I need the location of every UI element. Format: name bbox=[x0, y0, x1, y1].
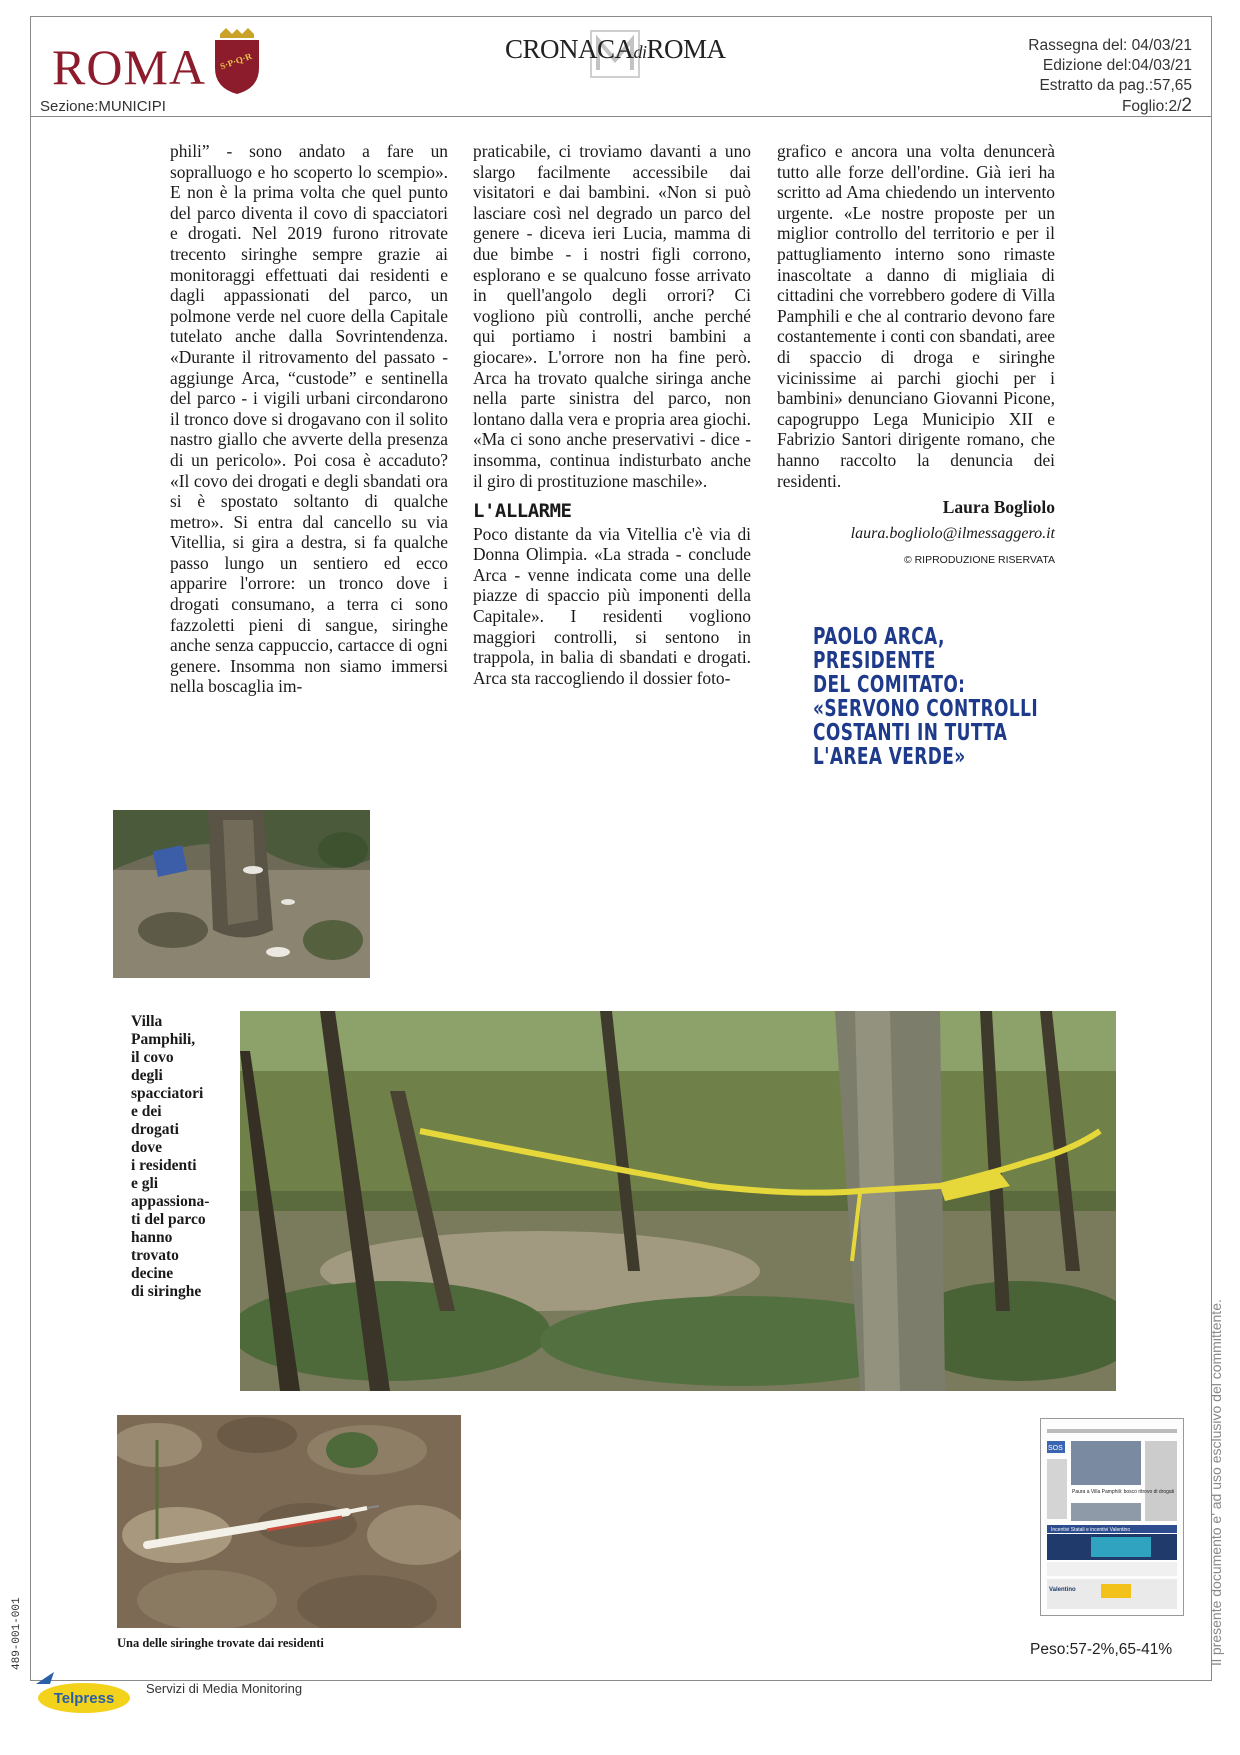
syringe-leaves-photo bbox=[117, 1415, 461, 1628]
author-email: laura.bogliolo@ilmessaggero.it bbox=[850, 524, 1055, 542]
section-label: Sezione:MUNICIPI bbox=[40, 98, 166, 115]
article-column-1 bbox=[170, 141, 448, 697]
pullquote-line: PAOLO ARCA, bbox=[813, 624, 945, 650]
cronaca-di: di bbox=[633, 42, 647, 62]
photo-caption-side bbox=[131, 1013, 231, 1301]
caption-line: il covo bbox=[131, 1049, 174, 1066]
side-code: 489-001-001 bbox=[11, 1597, 23, 1670]
caption-line: decine bbox=[131, 1265, 174, 1282]
caption-line: Pamphili, bbox=[131, 1031, 196, 1048]
pullquote-line: «SERVONO CONTROLLI bbox=[813, 696, 1039, 722]
pullquote-line: L'AREA VERDE» bbox=[813, 744, 966, 770]
thumbnail-brand: Valentino bbox=[1049, 1587, 1076, 1593]
pull-quote bbox=[813, 624, 1039, 770]
pullquote-line: COSTANTI IN TUTTA bbox=[813, 720, 1008, 746]
caption-line: Villa bbox=[131, 1013, 163, 1030]
pullquote-line: DEL COMITATO: bbox=[813, 672, 966, 698]
caption-line: degli bbox=[131, 1067, 163, 1084]
cronaca-word: CRONACA bbox=[505, 34, 634, 64]
thumbnail-ad-title: Incentivi Statali e incentivi Valentino bbox=[1051, 1527, 1131, 1533]
photo-caption-bottom: Una delle siringhe trovate dai residenti bbox=[117, 1636, 324, 1650]
press-review-meta bbox=[1028, 36, 1192, 117]
roma-crest-icon bbox=[212, 28, 262, 94]
rassegna-date: Rassegna del: 04/03/21 bbox=[1028, 37, 1192, 54]
cronaca-di-roma-title bbox=[505, 34, 726, 65]
column-2-text-b: Poco distante da via Vitellia c'è via di Donna Olimpia. «La strada - conclude Arca - venne indicata come una delle piazze di spaccio più imponenti della Capitale». I residenti vogliono maggiori controlli, si sentono in trappola, in balia di sbandati e drogati. Arca sta raccogliendo il dossier foto- bbox=[473, 523, 751, 688]
caption-line: spacciatori bbox=[131, 1085, 204, 1102]
column-2-text-a: praticabile, ci troviamo davanti a uno slargo facilmente accessibile dai visitatori e dai bambini. «Non si può lasciare così nel degrado un parco del genere - diceva ieri Lucia, mamma di due bimbe - i nostri figli corrono, esplorano e se qualcuno fosse arrivato in quell'angolo degli orrori? Ci vogliono più controlli, anche perché qui portiamo i nostri bambini a giocare». L'orrore non ha fine però. Arca ha trovato qualche siringa anche nella parte sinistra del parco, non lontano dalla vera e propria area giochi. «Ma ci sono anche preservativi - dice - insomma, continua indisturbato anche il giro di prostituzione maschile». bbox=[473, 141, 751, 491]
foglio-label: Foglio:2/ bbox=[1121, 98, 1182, 115]
cronaca-roma-word: ROMA bbox=[646, 34, 726, 64]
caption-line: appassiona- bbox=[131, 1193, 210, 1210]
caption-line: i residenti bbox=[131, 1157, 197, 1174]
article-column-2 bbox=[473, 141, 751, 688]
foglio bbox=[1028, 96, 1192, 117]
forest-yellow-tape-photo bbox=[240, 1011, 1116, 1391]
author-byline: Laura Bogliolo bbox=[942, 497, 1055, 518]
caption-line: drogati bbox=[131, 1121, 179, 1138]
subhead-allarme: L'ALLARME bbox=[473, 500, 572, 523]
column-3-text: grafico e ancora una volta denuncerà tutto alle forze dell'ordine. Già ieri ha scritto ad Ama chiedendo un intervento urgente. «Le nostre proposte per un miglior controllo del territorio e per il pattugliamento interno sono rimaste inascoltate a danno di migliaia di cittadini che vorrebbero godere di Villa Pamphili e che al contrario devono fare costantemente i conti con sbandati, aree di spaccio di droga e siringhe vicinissime ai parchi giochi per i bambini» denunciano Giovanni Picone, capogruppo Lega Municipio XII e Fabrizio Santori dirigente romano, che hanno raccolto la denuncia dei residenti. bbox=[777, 141, 1055, 491]
caption-line: hanno bbox=[131, 1229, 173, 1246]
telpress-text: Telpress bbox=[53, 1690, 115, 1707]
thumbnail-badge: SOS bbox=[1048, 1445, 1063, 1452]
caption-line: ti del parco bbox=[131, 1211, 206, 1228]
page-thumbnail bbox=[1040, 1418, 1184, 1616]
estratto-pages: Estratto da pag.:57,65 bbox=[1039, 77, 1192, 94]
crest-text: S·P·Q·R bbox=[218, 50, 254, 72]
servizi-label: Servizi di Media Monitoring bbox=[146, 1681, 303, 1696]
telpress-logo-icon bbox=[32, 1670, 132, 1716]
caption-line: di siringhe bbox=[131, 1283, 202, 1300]
thumbnail-headline: Paura a Villa Pamphili: bosco ritrovo di drogati bbox=[1072, 1489, 1175, 1495]
caption-line: e dei bbox=[131, 1103, 162, 1120]
caption-line: dove bbox=[131, 1139, 162, 1156]
roma-logo-text: ROMA bbox=[52, 39, 207, 95]
copyright-notice: © RIPRODUZIONE RISERVATA bbox=[903, 554, 1055, 567]
foglio-total: 2 bbox=[1181, 95, 1192, 116]
peso-label: Peso:57-2%,65-41% bbox=[1030, 1641, 1173, 1658]
article-column-3 bbox=[777, 141, 1055, 571]
column-1-text: phili” - sono andato a fare un sopralluogo e ho scoperto lo scempio». E non è la prima volta che quel punto del parco diventa il covo di spacciatori e drogati. Nel 2019 furono ritrovate trecento siringhe sempre grazie ai monitoraggi effettuati dai residenti e dagli appassionati del parco, un polmone verde nel cuore della Capitale tutelato anche dalla Sovrintendenza. «Durante il ritrovamento del passato - aggiunge Arca, “custode” e sentinella del parco - i vigili urbani circondarono il tronco dove si drogavano con il solito nastro giallo che avverte della presenza di un pericolo». Poi cosa è accaduto? «Il covo dei drogati e degli sbandati ora si è spostato soltanto di qualche metro». Si entra dal cancello su via Vitellia, si gira a destra, si fa qualche passo lungo un sentiero ed ecco apparire l'orrore: un tronco dove i drogati consumano, a terra ci sono fazzoletti pieni di sangue, siringhe anche senza cappuccio, cartacce di ogni genere. Insomma non siamo immersi nella boscaglia im- bbox=[170, 141, 448, 697]
edizione-date: Edizione del:04/03/21 bbox=[1042, 57, 1192, 74]
page-thumbnail-image bbox=[1041, 1419, 1183, 1615]
caption-line: e gli bbox=[131, 1175, 159, 1192]
trunk-litter-photo bbox=[113, 810, 370, 978]
committente-notice: Il presente documento e' ad uso esclusivo del committente. bbox=[1208, 1299, 1224, 1666]
pullquote-line: PRESIDENTE bbox=[813, 648, 936, 674]
caption-line: trovato bbox=[131, 1247, 179, 1264]
